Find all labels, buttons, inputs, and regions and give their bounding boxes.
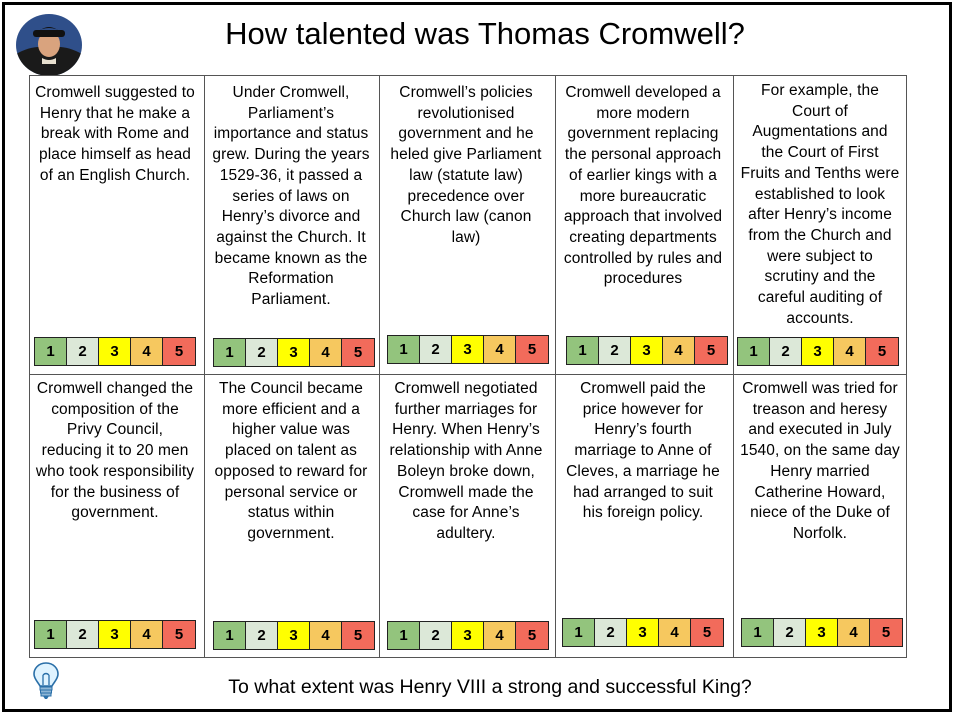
rating-scale[interactable]: [387, 621, 549, 650]
rating-option-4[interactable]: 4: [838, 619, 870, 646]
rating-scale[interactable]: [741, 618, 903, 647]
rating-option-2[interactable]: 2: [599, 337, 631, 364]
rating-scale[interactable]: [213, 338, 375, 367]
rating-option-5[interactable]: 5: [516, 336, 548, 363]
rating-option-5[interactable]: 5: [342, 339, 374, 366]
rating-option-5[interactable]: 5: [866, 338, 898, 365]
rating-option-1[interactable]: 1: [35, 621, 67, 648]
rating-option-1[interactable]: 1: [742, 619, 774, 646]
rating-option-3[interactable]: 3: [278, 339, 310, 366]
rating-option-2[interactable]: 2: [420, 336, 452, 363]
rating-option-3[interactable]: 3: [99, 621, 131, 648]
rating-option-5[interactable]: 5: [691, 619, 723, 646]
rating-option-4[interactable]: 4: [663, 337, 695, 364]
rating-option-4[interactable]: 4: [131, 621, 163, 648]
cell-5-text: For example, the Court of Augmentations and the Court of First Fruits and Tenths were established to look after Henry’s income from the Church and were subject to scrutiny and the careful auditing of accounts.: [740, 82, 900, 327]
rating-option-1[interactable]: 1: [567, 337, 599, 364]
rating-option-5[interactable]: 5: [516, 622, 548, 649]
rating-option-4[interactable]: 4: [484, 622, 516, 649]
cell-9-text: Cromwell paid the price however for Henry’s fourth marriage to Anne of Cleves, a marriage he had arranged to suit his foreign policy.: [566, 380, 720, 522]
rating-scale[interactable]: [737, 337, 899, 366]
rating-scale[interactable]: [34, 337, 196, 366]
cell-7-text: The Council became more efficient and a higher value was placed on talent as opposed to reward for personal service or status within government.: [214, 380, 368, 542]
cell-4-text: Cromwell developed a more modern government replacing the personal approach of earlier kings with a more bureaucratic approach that involved creating departments controlled by rules and procedures: [563, 84, 723, 288]
rating-option-5[interactable]: 5: [342, 622, 374, 649]
rating-option-5[interactable]: 5: [163, 621, 195, 648]
rating-option-3[interactable]: 3: [99, 338, 131, 365]
rating-option-4[interactable]: 4: [131, 338, 163, 365]
rating-option-1[interactable]: 1: [214, 339, 246, 366]
page-title: How talented was Thomas Cromwell?: [225, 16, 745, 51]
rating-option-3[interactable]: 3: [806, 619, 838, 646]
rating-option-2[interactable]: 2: [595, 619, 627, 646]
rating-option-2[interactable]: 2: [420, 622, 452, 649]
rating-option-4[interactable]: 4: [484, 336, 516, 363]
cell-1-text: Cromwell suggested to Henry that he make a break with Rome and place himself as head of an English Church.: [35, 84, 195, 184]
rating-option-3[interactable]: 3: [802, 338, 834, 365]
rating-scale[interactable]: [387, 335, 549, 364]
rating-option-5[interactable]: 5: [695, 337, 727, 364]
rating-option-4[interactable]: 4: [310, 339, 342, 366]
rating-option-1[interactable]: 1: [738, 338, 770, 365]
cromwell-portrait: [16, 14, 82, 76]
rating-option-1[interactable]: 1: [388, 336, 420, 363]
lightbulb-icon: [30, 660, 62, 700]
rating-option-3[interactable]: 3: [452, 622, 484, 649]
rating-option-1[interactable]: 1: [563, 619, 595, 646]
rating-option-4[interactable]: 4: [659, 619, 691, 646]
rating-scale[interactable]: [562, 618, 724, 647]
cell-6-text: Cromwell changed the composition of the Privy Council, reducing it to 20 men who took responsibility for the business of government.: [35, 380, 195, 522]
rating-option-3[interactable]: 3: [278, 622, 310, 649]
cell-3-text: Cromwell’s policies revolutionised government and he heled give Parliament law (statute law) precedence over Church law (canon law): [390, 84, 542, 246]
rating-option-3[interactable]: 3: [631, 337, 663, 364]
rating-option-2[interactable]: 2: [246, 339, 278, 366]
rating-option-2[interactable]: 2: [67, 338, 99, 365]
footer-question: To what extent was Henry VIII a strong and successful King?: [228, 676, 752, 698]
rating-option-1[interactable]: 1: [35, 338, 67, 365]
rating-option-2[interactable]: 2: [774, 619, 806, 646]
rating-option-4[interactable]: 4: [310, 622, 342, 649]
rating-option-3[interactable]: 3: [452, 336, 484, 363]
cell-2-text: Under Cromwell, Parliament’s importance and status grew. During the years 1529-36, it passed a series of laws on Henry’s divorce and against the Church. It became known as the Reformation Parliament.: [212, 84, 370, 309]
cell-10-text: Cromwell was tried for treason and heresy and executed in July 1540, on the same day Henry married Catherine Howard, niece of the Duke of Norfolk.: [740, 380, 900, 542]
rating-option-2[interactable]: 2: [770, 338, 802, 365]
rating-option-3[interactable]: 3: [627, 619, 659, 646]
rating-option-5[interactable]: 5: [163, 338, 195, 365]
rating-option-2[interactable]: 2: [67, 621, 99, 648]
rating-option-2[interactable]: 2: [246, 622, 278, 649]
rating-option-4[interactable]: 4: [834, 338, 866, 365]
rating-option-1[interactable]: 1: [214, 622, 246, 649]
rating-option-1[interactable]: 1: [388, 622, 420, 649]
rating-option-5[interactable]: 5: [870, 619, 902, 646]
rating-scale[interactable]: [34, 620, 196, 649]
rating-scale[interactable]: [213, 621, 375, 650]
rating-scale[interactable]: [566, 336, 728, 365]
cell-8-text: Cromwell negotiated further marriages for Henry. When Henry’s relationship with Anne Boleyn broke down, Cromwell made the case for Anne’s adultery.: [389, 380, 543, 542]
